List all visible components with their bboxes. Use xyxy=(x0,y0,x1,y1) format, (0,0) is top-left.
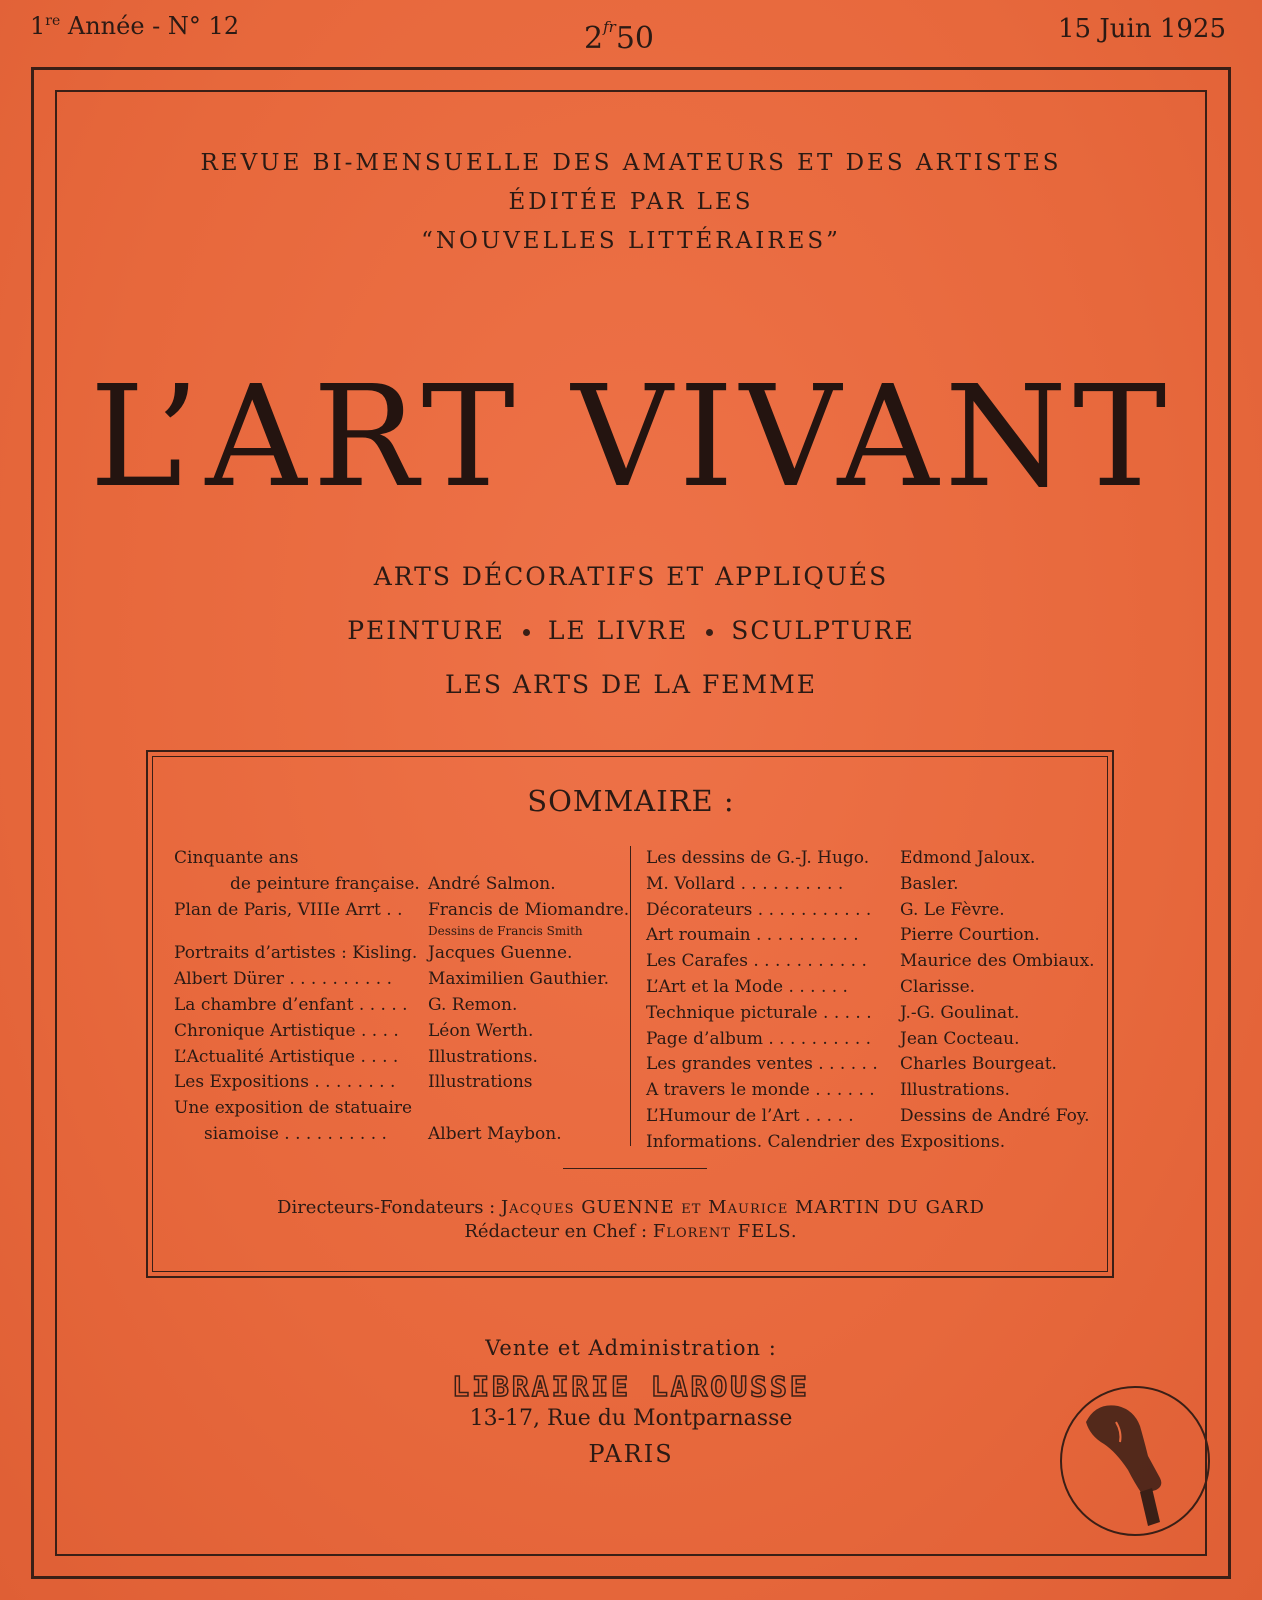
entry-title: Technique picturale . . . . . xyxy=(646,1002,872,1023)
issue-sup: re xyxy=(45,13,61,29)
entry-author: André Salmon. xyxy=(428,873,556,894)
sommaire-left-column xyxy=(174,846,634,1148)
directors-label: Directeurs-Fondateurs : xyxy=(277,1197,501,1218)
entry-author: G. Remon. xyxy=(428,994,518,1015)
hand-pen-logo-icon xyxy=(1056,1382,1214,1540)
entry-author: Jean Cocteau. xyxy=(900,1028,1020,1049)
magazine-title: L’ART VIVANT xyxy=(89,356,1173,519)
sommaire-entry xyxy=(646,1027,1116,1053)
sommaire-entry xyxy=(174,1070,634,1096)
entry-author: Pierre Courtion. xyxy=(900,925,1040,946)
price-main: 2 xyxy=(584,21,604,56)
subject-line-3: LES ARTS DE LA FEMME xyxy=(445,670,817,699)
entry-title: de peinture française. xyxy=(230,873,420,894)
sommaire-entry xyxy=(174,1122,634,1148)
sommaire-entry xyxy=(174,993,634,1019)
directors-names: Jacques GUENNE et Maurice MARTIN DU GARD xyxy=(500,1197,985,1218)
entry-author: Edmond Jaloux. xyxy=(900,848,1036,868)
sommaire-entry xyxy=(646,1078,1116,1104)
sommaire-right-column xyxy=(646,846,1116,1156)
entry-author: G. Le Fèvre. xyxy=(900,899,1005,920)
entry-title: Plan de Paris, VIIIe Arrt . . xyxy=(174,899,403,920)
sommaire-entry xyxy=(174,923,634,941)
sommaire-entry xyxy=(174,941,634,967)
tagline-line-2: ÉDITÉE PAR LES xyxy=(508,189,754,215)
sommaire-entry xyxy=(646,846,1116,872)
entry-author: Illustrations. xyxy=(428,1046,538,1067)
entry-title: Décorateurs . . . . . . . . . . . xyxy=(646,899,872,920)
masthead-tagline xyxy=(0,144,1262,261)
sommaire-entry xyxy=(646,1130,1116,1156)
entry-title: L’Actualité Artistique . . . . xyxy=(174,1046,399,1067)
entry-author: Illustrations. xyxy=(900,1080,1010,1101)
issue-number xyxy=(30,12,239,40)
entry-author: Maurice des Ombiaux. xyxy=(900,951,1095,972)
sommaire-entry xyxy=(646,1052,1116,1078)
entry-author: Basler. xyxy=(900,873,959,894)
sommaire-entry xyxy=(174,967,634,993)
publisher-city: PARIS xyxy=(588,1440,674,1468)
column-divider xyxy=(630,846,631,1146)
subject-sculpture: SCULPTURE xyxy=(731,616,915,645)
directors-line xyxy=(0,1196,1262,1220)
subjects-block xyxy=(0,550,1262,712)
entry-author: J.-G. Goulinat. xyxy=(900,1002,1020,1023)
entry-title: A travers le monde . . . . . . xyxy=(646,1080,875,1101)
entry-title: Chronique Artistique . . . . xyxy=(174,1020,399,1041)
entry-author: Albert Maybon. xyxy=(428,1123,562,1144)
price-cents: 50 xyxy=(615,21,655,56)
issue-date: 15 Juin 1925 xyxy=(1058,14,1227,44)
entry-title: Portraits d’artistes : Kisling. xyxy=(174,943,418,964)
entry-title: Les grandes ventes . . . . . . xyxy=(646,1054,878,1075)
entry-author: Charles Bourgeat. xyxy=(900,1054,1057,1075)
entry-title: Les Carafes . . . . . . . . . . . xyxy=(646,951,867,972)
sommaire-entry xyxy=(174,846,634,872)
editor-line xyxy=(0,1220,1262,1244)
sommaire-entry xyxy=(646,949,1116,975)
entry-author: Jacques Guenne. xyxy=(428,943,573,964)
issue-prefix: 1 xyxy=(30,12,46,40)
tagline-line-3: “NOUVELLES LITTÉRAIRES” xyxy=(421,228,841,254)
entry-author: Dessins de André Foy. xyxy=(900,1105,1090,1126)
bullet-icon xyxy=(523,629,530,636)
section-divider xyxy=(563,1168,707,1169)
entry-title: Une exposition de statuaire xyxy=(174,1098,413,1119)
sommaire-entry xyxy=(646,898,1116,924)
sommaire-entry xyxy=(174,898,634,924)
subject-livre: LE LIVRE xyxy=(547,616,689,645)
sommaire-entry xyxy=(174,1019,634,1045)
sommaire-entry xyxy=(646,1001,1116,1027)
entry-author: Clarisse. xyxy=(900,976,976,997)
sommaire-entry xyxy=(646,923,1116,949)
entry-title: Les Expositions . . . . . . . . xyxy=(174,1072,396,1093)
entry-title: Art roumain . . . . . . . . . . xyxy=(646,925,859,946)
entry-title: Albert Dürer . . . . . . . . . . xyxy=(174,969,392,990)
entry-author: Illustrations xyxy=(428,1072,533,1093)
sommaire-entry xyxy=(646,872,1116,898)
entry-author: Léon Werth. xyxy=(428,1020,534,1041)
sommaire-entry xyxy=(646,1104,1116,1130)
sommaire-entry xyxy=(174,1045,634,1071)
entry-title: L’Humour de l’Art . . . . . xyxy=(646,1105,854,1126)
entry-title: M. Vollard . . . . . . . . . . xyxy=(646,873,844,894)
entry-title: Les dessins de G.-J. Hugo. xyxy=(646,848,870,868)
issue-rest: Année - N° 12 xyxy=(60,12,240,40)
publisher-address: 13-17, Rue du Montparnasse xyxy=(469,1406,793,1431)
entry-title: siamoise . . . . . . . . . . xyxy=(204,1123,387,1144)
sommaire-entry xyxy=(174,872,634,898)
entry-author: Maximilien Gauthier. xyxy=(428,969,610,990)
sommaire-entry xyxy=(174,1096,634,1122)
vente-label: Vente et Administration : xyxy=(485,1336,777,1360)
subject-line-1: ARTS DÉCORATIFS ET APPLIQUÉS xyxy=(373,562,889,591)
publisher-name: LIBRAIRIE LAROUSSE xyxy=(452,1370,810,1403)
subject-line-2 xyxy=(0,604,1262,658)
editor-name: Florent FELS. xyxy=(652,1221,798,1242)
entry-title: La chambre d’enfant . . . . . xyxy=(174,994,408,1015)
credits xyxy=(0,1196,1262,1244)
subject-peinture: PEINTURE xyxy=(347,616,505,645)
bullet-icon xyxy=(706,629,713,636)
entry-title: L’Art et la Mode . . . . . . xyxy=(646,976,848,997)
price xyxy=(584,18,654,56)
price-sup: fr xyxy=(603,18,616,36)
sommaire-title: SOMMAIRE : xyxy=(527,784,735,818)
entry-author: Francis de Miomandre. xyxy=(428,899,630,920)
editor-label: Rédacteur en Chef : xyxy=(464,1221,653,1242)
tagline-line-1: REVUE BI-MENSUELLE DES AMATEURS ET DES ARTISTES xyxy=(200,150,1062,176)
entry-title: Cinquante ans xyxy=(174,848,299,868)
entry-title: Informations. Calendrier des Expositions. xyxy=(646,1131,1006,1152)
entry-author: Dessins de Francis Smith xyxy=(428,924,583,939)
entry-title: Page d’album . . . . . . . . . . xyxy=(646,1028,872,1049)
sommaire-entry xyxy=(646,975,1116,1001)
